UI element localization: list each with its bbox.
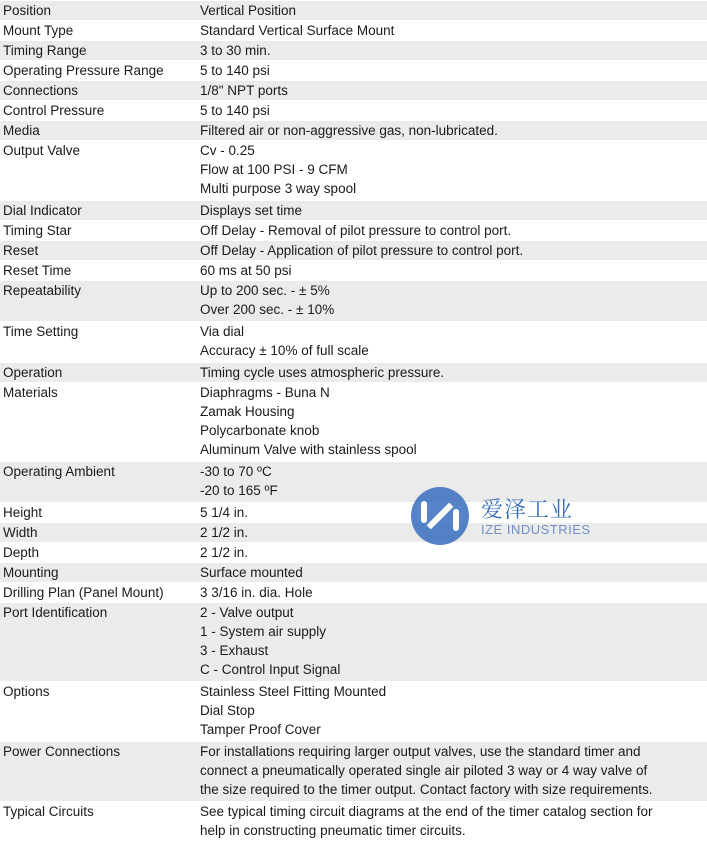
spec-row [0, 363, 707, 382]
spec-row [0, 61, 707, 80]
spec-value-line: Diaphragms - Buna N [200, 385, 330, 400]
spec-label: Power Connections [0, 742, 197, 801]
spec-row [0, 141, 707, 200]
spec-value-line: help in constructing pneumatic timer circuits. [200, 823, 466, 838]
spec-label: Media [0, 121, 197, 140]
spec-label: Port Identification [0, 603, 197, 681]
spec-value-line: Timing cycle uses atmospheric pressure. [200, 365, 445, 380]
spec-label: Drilling Plan (Panel Mount) [3, 585, 164, 600]
spec-value-line: 2 1/2 in. [200, 545, 249, 560]
spec-value [197, 21, 707, 40]
spec-row [0, 563, 707, 582]
spec-label: Materials [3, 385, 58, 400]
spec-value [197, 363, 707, 382]
spec-row [0, 121, 707, 140]
spec-label: Depth [3, 545, 40, 560]
spec-value [197, 383, 707, 461]
spec-row [0, 101, 707, 120]
spec-value [197, 603, 707, 681]
spec-label: Mounting [0, 563, 197, 582]
spec-value-line: Multi purpose 3 way spool [200, 181, 357, 196]
spec-label: Height [3, 505, 43, 520]
spec-label: Reset [0, 241, 197, 260]
spec-row [0, 583, 707, 602]
spec-value-line: connect a pneumatically operated single air piloted 3 way or 4 way valve of [200, 763, 648, 778]
spec-value [197, 201, 707, 220]
spec-value [197, 221, 707, 240]
spec-value-line: 2 1/2 in. [200, 525, 249, 540]
spec-label: Dial Indicator [0, 201, 197, 220]
spec-value-line: Via dial [200, 324, 245, 339]
spec-value-line: C - Control Input Signal [200, 662, 341, 677]
watermark-english-text: IZE INDUSTRIES [481, 522, 591, 537]
spec-value-line: Off Delay - Application of pilot pressure to control port. [200, 243, 524, 258]
spec-label: Position [0, 1, 197, 20]
spec-value [197, 141, 707, 200]
spec-value-line: Surface mounted [200, 565, 303, 580]
spec-value [197, 61, 707, 80]
spec-value [197, 41, 707, 60]
spec-value-line: Dial Stop [200, 703, 255, 718]
watermark-chinese-text: 爱泽工业 [481, 498, 574, 523]
spec-row [0, 742, 707, 801]
spec-value-line: 3 to 30 min. [200, 43, 271, 58]
spec-value-line: Stainless Steel Fitting Mounted [200, 684, 387, 699]
spec-row [0, 462, 707, 502]
spec-row [0, 41, 707, 60]
spec-row [0, 523, 707, 542]
spec-value-line: Up to 200 sec. - ± 5% [200, 283, 330, 298]
spec-label: Control Pressure [3, 103, 105, 118]
spec-value-line: Aluminum Valve with stainless spool [200, 442, 417, 457]
spec-row [0, 241, 707, 260]
spec-row [0, 383, 707, 461]
spec-value-line: Off Delay - Removal of pilot pressure to control port. [200, 223, 512, 238]
spec-row [0, 21, 707, 40]
spec-label: Connections [0, 81, 197, 100]
spec-value-line: Polycarbonate knob [200, 423, 320, 438]
spec-value [197, 682, 707, 741]
spec-value-line: Displays set time [200, 203, 303, 218]
spec-row [0, 543, 707, 562]
spec-value-line: Standard Vertical Surface Mount [200, 23, 395, 38]
spec-value-line: See typical timing circuit diagrams at the end of the timer catalog section for [200, 804, 653, 819]
spec-value [197, 583, 707, 602]
ize-logo-icon [411, 487, 469, 545]
spec-row [0, 682, 707, 741]
spec-value [197, 563, 707, 582]
spec-row [0, 281, 707, 321]
spec-value-line: 5 to 140 psi [200, 103, 270, 118]
spec-value [197, 322, 707, 362]
spec-value-line: Over 200 sec. - ± 10% [200, 302, 335, 317]
spec-label: Timing Range [0, 41, 197, 60]
spec-value-line: Accuracy ± 10% of full scale [200, 343, 369, 358]
spec-value-line: Tamper Proof Cover [200, 722, 321, 737]
spec-label: Operating Ambient [0, 462, 197, 502]
spec-value-line: For installations requiring larger output valves, use the standard timer and [200, 744, 641, 759]
spec-value-line: the size required to the timer output. Contact factory with size requirements. [200, 782, 653, 797]
spec-value-line: Zamak Housing [200, 404, 295, 419]
spec-value [197, 121, 707, 140]
spec-label: Output Valve [3, 143, 81, 158]
spec-value [197, 81, 707, 100]
spec-value-line: Flow at 100 PSI - 9 CFM [200, 162, 348, 177]
spec-label: Operation [0, 363, 197, 382]
spec-value [197, 261, 707, 280]
spec-row [0, 603, 707, 681]
spec-label: Reset Time [3, 263, 72, 278]
spec-row [0, 322, 707, 362]
spec-value [197, 101, 707, 120]
spec-value-line: Filtered air or non-aggressive gas, non-lubricated. [200, 123, 498, 138]
spec-value-line: 60 ms at 50 psi [200, 263, 292, 278]
spec-row [0, 81, 707, 100]
spec-label: Operating Pressure Range [3, 63, 164, 78]
spec-value-line: 3 - Exhaust [200, 643, 269, 658]
spec-label: Timing Star [3, 223, 72, 238]
spec-value-line: 5 to 140 psi [200, 63, 270, 78]
spec-value-line: 5 1/4 in. [200, 505, 249, 520]
spec-value-line: -20 to 165 ºF [200, 483, 278, 498]
spec-row [0, 1, 707, 20]
spec-value-line: 3 3/16 in. dia. Hole [200, 585, 313, 600]
spec-value [197, 802, 707, 842]
spec-value [197, 1, 707, 20]
spec-label: Mount Type [3, 23, 74, 38]
spec-label: Width [0, 523, 197, 542]
spec-value-line: Cv - 0.25 [200, 143, 255, 158]
spec-value-line: 2 - Valve output [200, 605, 294, 620]
spec-value [197, 742, 707, 801]
spec-value-line: Vertical Position [200, 3, 297, 18]
spec-label: Options [3, 684, 50, 699]
spec-row [0, 802, 707, 842]
watermark-logo [411, 487, 596, 547]
spec-row [0, 201, 707, 220]
spec-row [0, 503, 707, 522]
spec-value [197, 281, 707, 321]
spec-label: Typical Circuits [3, 804, 94, 819]
spec-value-line: -30 to 70 ºC [200, 464, 272, 479]
spec-value-line: 1/8" NPT ports [200, 83, 288, 98]
spec-label: Time Setting [3, 324, 79, 339]
spec-label: Repeatability [0, 281, 197, 321]
spec-value [197, 241, 707, 260]
spec-table-body [0, 1, 707, 842]
spec-value-line: 1 - System air supply [200, 624, 327, 639]
spec-row [0, 221, 707, 240]
spec-row [0, 261, 707, 280]
